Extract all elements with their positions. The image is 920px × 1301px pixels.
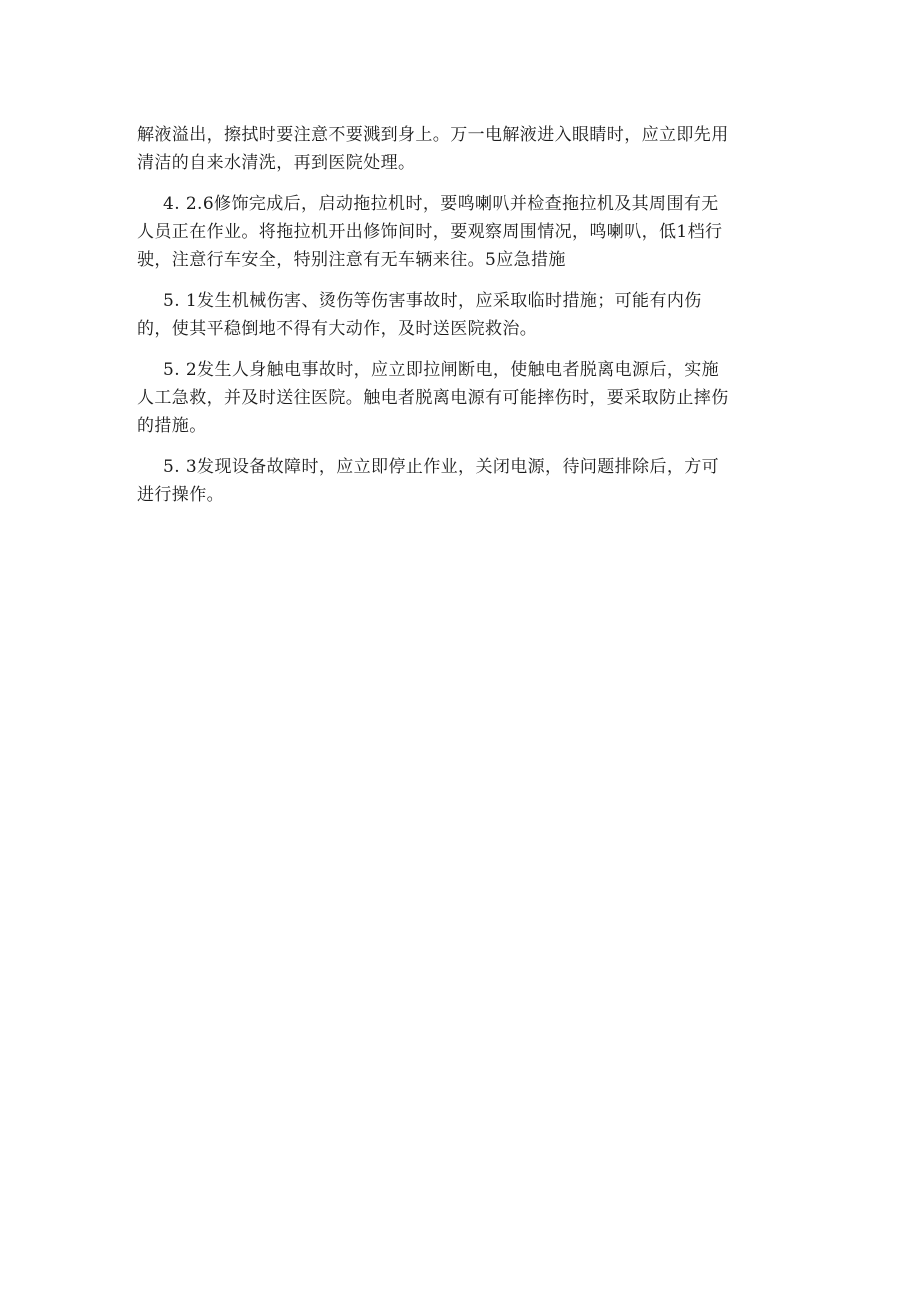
text-line: 的措施。 bbox=[137, 416, 207, 436]
text-line: 清洁的自来水清洗，再到医院处理。 bbox=[137, 153, 416, 173]
text-line: 解液溢出，擦拭时要注意不要溅到身上。万一电解液进入眼睛时，应立即先用 bbox=[137, 125, 729, 145]
text-line: 人工急救，并及时送往医院。触电者脱离电源有可能摔伤时，要采取防止摔伤 bbox=[137, 388, 729, 408]
paragraph-5-2 bbox=[137, 356, 773, 440]
text-line: 5. 3发现设备故障时，应立即停止作业，关闭电源，待问题排除后，方可 bbox=[163, 457, 720, 477]
document-body bbox=[137, 121, 773, 509]
text-line: 的，使其平稳倒地不得有大动作，及时送医院救治。 bbox=[137, 319, 538, 339]
paragraph-5-1 bbox=[137, 287, 773, 343]
text-line: 4. 2.6修饰完成后，启动拖拉机时，要鸣喇叭并检查拖拉机及其周围有无 bbox=[163, 194, 719, 214]
paragraph-electrolyte bbox=[137, 121, 773, 177]
paragraph-4-2-6 bbox=[137, 190, 773, 274]
text-line: 驶，注意行车安全，特别注意有无车辆来往。5应急措施 bbox=[137, 250, 566, 270]
text-line: 进行操作。 bbox=[137, 485, 224, 505]
paragraph-5-3 bbox=[137, 453, 773, 509]
text-line: 5. 1发生机械伤害、烫伤等伤害事故时，应采取临时措施；可能有内伤 bbox=[163, 291, 702, 311]
text-line: 人员正在作业。将拖拉机开出修饰间时，要观察周围情况，鸣喇叭，低1档行 bbox=[137, 222, 723, 242]
text-line: 5. 2发生人身触电事故时，应立即拉闸断电，使触电者脱离电源后，实施 bbox=[163, 360, 720, 380]
